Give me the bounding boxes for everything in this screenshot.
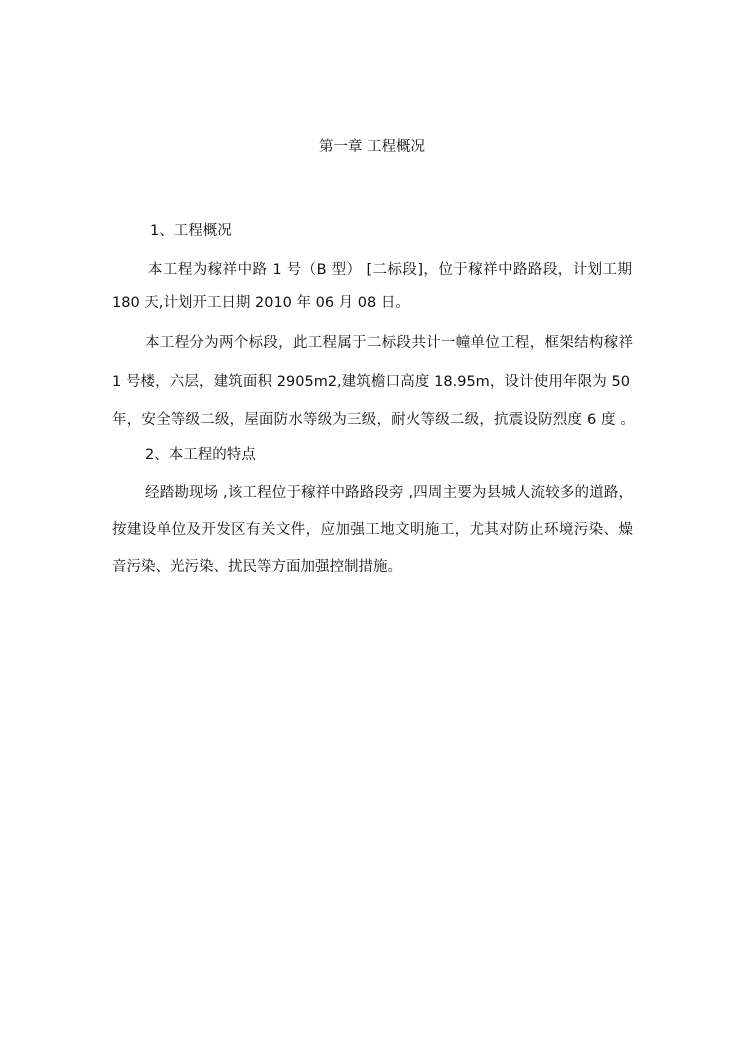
section-1-paragraph-1-line-2: 180 天,计划开工日期 2010 年 06 月 08 日。 bbox=[112, 295, 410, 311]
chapter-title: 第一章 工程概况 bbox=[318, 139, 426, 155]
section-2-heading: 2、本工程的特点 bbox=[145, 447, 256, 463]
section-2-paragraph-1-line-3: 音污染、光污染、扰民等方面加强控制措施。 bbox=[112, 559, 402, 575]
section-2-paragraph-1-line-1: 经踏勘现场 ,该工程位于稼祥中路路段旁 ,四周主要为县城人流较多的道路， bbox=[145, 485, 633, 501]
section-1-paragraph-2-line-1: 本工程分为两个标段，此工程属于二标段共计一幢单位工程，框架结构稼祥 bbox=[145, 335, 633, 351]
section-1-heading: 1、工程概况 bbox=[150, 223, 232, 239]
section-2-paragraph-1-line-2: 按建设单位及开发区有关文件，应加强工地文明施工，尤其对防止环境污染、燥 bbox=[112, 522, 633, 538]
section-1-paragraph-2-line-2: 1 号楼，六层，建筑面积 2905m2,建筑檐口高度 18.95m，设计使用年限为 50 bbox=[112, 374, 630, 390]
section-1-paragraph-1-line-1: 本工程为稼祥中路 1 号（B 型） [二标段]，位于稼祥中路路段，计划工期 bbox=[148, 262, 632, 278]
section-1-paragraph-2-line-3: 年，安全等级二级，屋面防水等级为三级，耐火等级二级，抗震设防烈度 6 度 。 bbox=[112, 412, 635, 428]
